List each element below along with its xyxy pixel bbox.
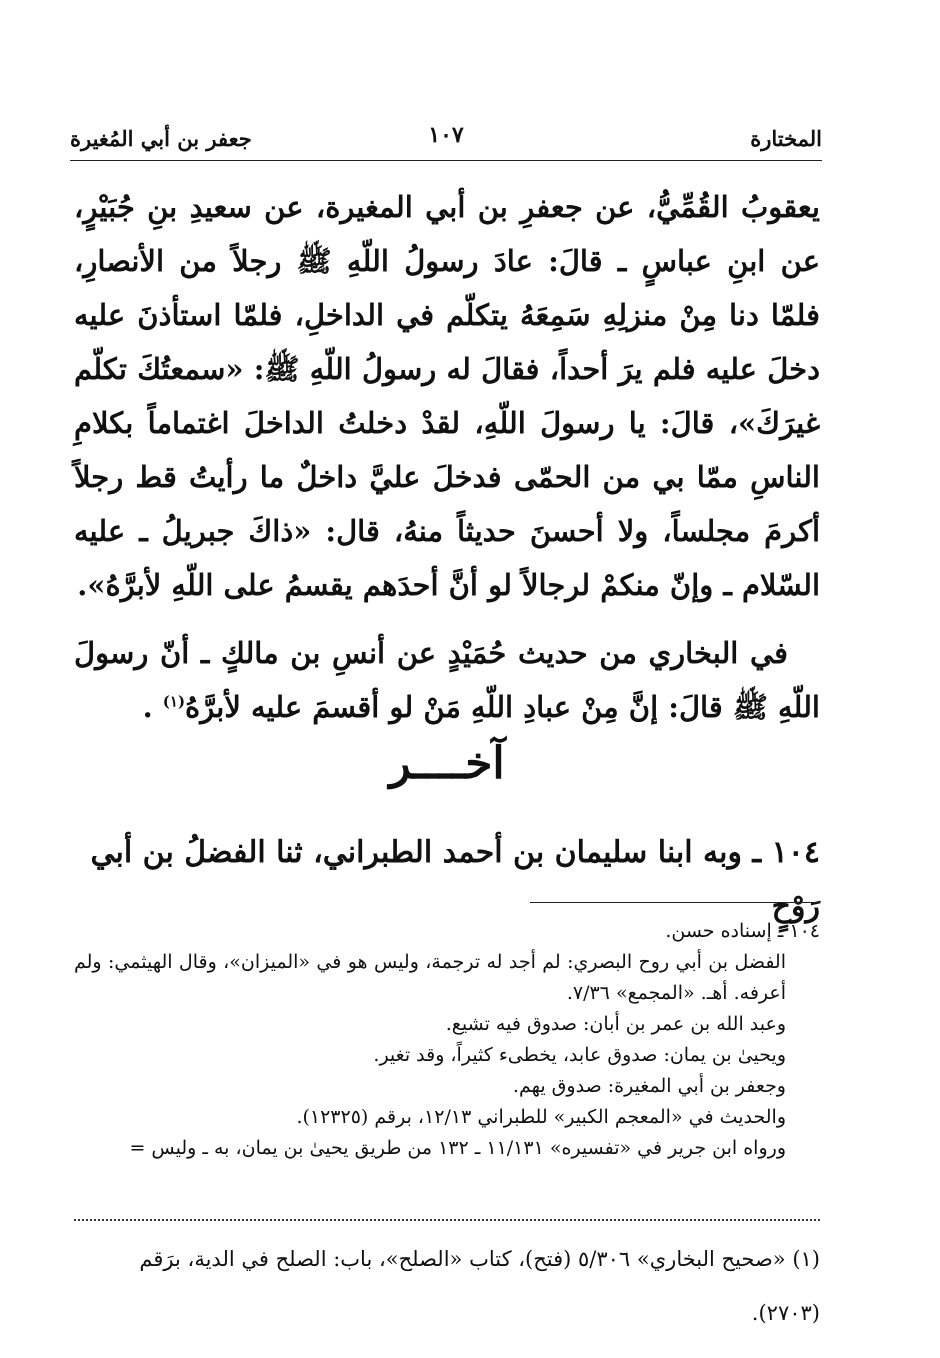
note-line: وجعفر بن أبي المغيرة: صدوق يهم.	[512, 1075, 786, 1097]
note-line: ١٠٤ ـ إسناده حسن.	[665, 920, 820, 942]
note-line: الفضل بن أبي روح البصري: لم أجد له ترجمة، وليس هو في «الميزان»، وقال الهيثمي: ولم أعرفه. أهـ. «المجمع» ٧/٣٦.	[74, 951, 786, 1004]
footnote	[74, 1232, 820, 1340]
main-paragraph-1: يعقوبُ القُمِّيُّ، عن جعفرِ بن أبي المغيرة، عن سعيدِ بنِ جُبَيْرٍ، عن ابنِ عباسٍ ـ قالَ: عادَ رسولُ اللّهِ ﷺ رجلاً من الأنصارِ، فلمّا دنا مِنْ منزلِهِ سَمِعَهُ يتكلّم في الداخلِ، فلمّا استأذنَ عليه دخلَ عليه فلم يرَ أحداً، فقالَ له رسولُ اللّهِ ﷺ: «سمعتُكَ تكلّم غيرَكَ»، قالَ: يا رسولَ اللّهِ، لقدْ دخلتُ الداخلَ اغتماماً بكلامِ الناسِ ممّا بي من الحمّى فدخلَ عليَّ داخلٌ ما رأيتُ قط رجلاً أكرمَ مجلساً، ولا أحسنَ حديثاً منهُ، قال: «ذاكَ جبريلُ ـ عليه السّلام ـ وإنّ منكمْ لرجالاً لو أنَّ أحدَهم يقسمُ على اللّهِ لأبرَّهُ».	[74, 190, 820, 602]
header-chapter-title: جعفر بن أبي المُغيرة	[70, 126, 252, 151]
header-book-title: المختارة	[750, 126, 822, 151]
notes-divider	[530, 902, 820, 903]
footnote-divider	[74, 1219, 820, 1221]
footnote-line-1: (١) «صحيح البخاري» ٥/٣٠٦ (فتح)، كتاب «الصلح»، باب: الصلح في الدية، برَقم	[139, 1247, 820, 1271]
section-title: آخــــر	[389, 738, 505, 789]
note-line: ورواه ابن جرير في «تفسيره» ١١/١٣١ ـ ١٣٢ من طريق يحيىٰ بن يمان، به ـ وليس =	[129, 1137, 786, 1159]
header-divider	[70, 160, 822, 161]
note-line: ويحيىٰ بن يمان: صدوق عابد، يخطىء كثيراً، وقد تغير.	[373, 1044, 786, 1066]
footnote-line-2: (٢٧٠٣).	[751, 1301, 820, 1325]
paragraph-2-end: .	[142, 690, 163, 724]
footnote-reference: (١)	[162, 692, 186, 711]
note-line: والحديث في «المعجم الكبير» للطبراني ١٢/١٣، برقم (١٢٣٢٥).	[296, 1106, 786, 1128]
header-page-number: ١٠٧	[428, 122, 464, 148]
paragraph-2-text: في البخاري من حديث حُمَيْدٍ عن أنسِ بن مالكٍ ـ أنّ رسولَ اللّهِ ﷺ قالَ: إنَّ مِنْ عبادِ اللّهِ مَنْ لو أقسمَ عليه لأبرَّهُ	[74, 636, 820, 724]
note-line: وعبد الله بن عمر بن أبان: صدوق فيه تشيع.	[445, 1013, 786, 1035]
commentary-notes	[74, 916, 820, 1164]
hadith-104-start: ١٠٤ ـ وبه ابنا سليمان بن أحمد الطبراني، ثنا الفضلُ بن أبي رَوْحٍ	[90, 835, 820, 924]
main-paragraph-2	[74, 626, 820, 734]
page-header	[70, 118, 822, 158]
main-text	[74, 180, 820, 734]
